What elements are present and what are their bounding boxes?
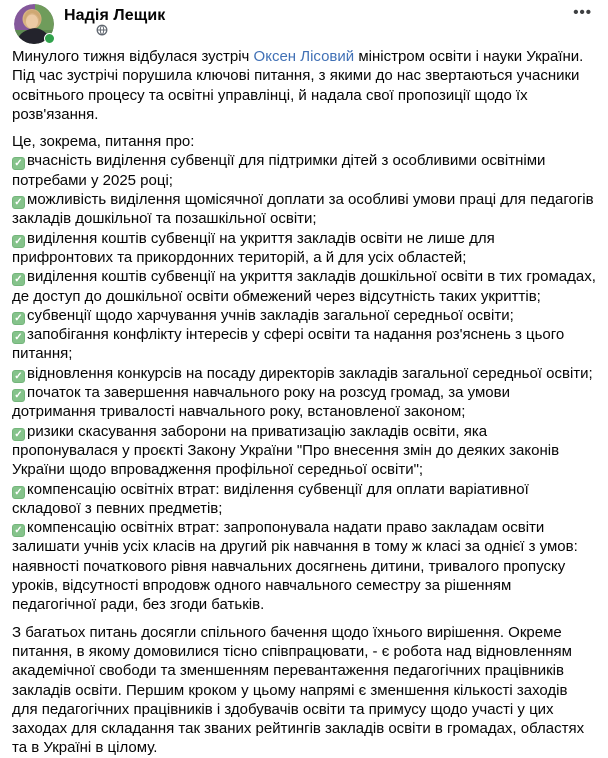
issues-list xyxy=(12,132,596,614)
list-item-text: компенсацію освітніх втрат: запропонувала надати право закладам освіти залишати учнів усіх класів на другий рік навчання в тому ж класі за однієї з умов: наявності початкового рівня навчальних досягнень дитини, тривалого пропуску уроків, відсутності впродовж одного навчального семестру за рішенням педагогічної ради, без згоди батьків. xyxy=(12,519,578,614)
post-content xyxy=(0,46,608,758)
intro-text-before: Минулого тижня відбулася зустріч xyxy=(12,48,254,65)
globe-icon xyxy=(96,24,108,36)
post-options-button[interactable] xyxy=(573,4,592,22)
list-item xyxy=(12,364,596,383)
mention-link[interactable]: Оксен Лісовий xyxy=(253,48,355,65)
intro-paragraph xyxy=(12,47,596,124)
profile-avatar[interactable] xyxy=(14,4,54,44)
check-icon: ✓ xyxy=(12,273,25,286)
list-item-text: субвенції щодо харчування учнів закладів загальної середньої освіти; xyxy=(27,306,514,324)
list-item xyxy=(12,306,596,325)
ellipsis-icon: ••• xyxy=(573,4,592,21)
intro-text-after: міністром освіти і науки України. Під час зустрічі порушила ключові питання, з якими до нас звертаються учасники освітнього процесу та освітні управлінці, й надала свої пропозиції щодо їх розв'язання. xyxy=(12,48,584,123)
list-item-text: початок та завершення навчального року на розсуд громад, за умови дотримання тривалості навчального року, встановленої законом; xyxy=(12,384,510,421)
list-item xyxy=(12,151,596,190)
author-name[interactable]: Надія Лещик xyxy=(64,7,166,24)
online-status-dot xyxy=(44,33,55,44)
check-icon: ✓ xyxy=(12,389,25,402)
list-item-text: ризики скасування заборони на приватизацію закладів освіти, яка пропонувалася у проєкті Закону України "Про внесення змін до деяких законів України щодо впровадження профільної середньої освіти"; xyxy=(12,422,560,479)
closing-paragraph: З багатьох питань досягли спільного бачення щодо їхнього вирішення. Окреме питання, в якому домовилися тісно співпрацювати, - є робота над відновленням академічної свободи та зменшенням перевантаження педагогічних працівників закладів освіти. Першим кроком у цьому напрямі є зменшення кількості заходів для педагогічних працівників і здобувачів освіти та примусу щодо участі у цих заходах для складання так званих рейтингів закладів освіти в громадах, областях та в Україні в цілому. xyxy=(12,623,585,757)
list-item-text: відновлення конкурсів на посаду директорів закладів загальної середньої освіти; xyxy=(27,364,593,382)
list-item-text: запобігання конфлікту інтересів у сфері освіти та надання роз'яснень з цього питання; xyxy=(12,326,565,363)
list-item xyxy=(12,422,596,480)
post-header xyxy=(0,0,608,46)
check-icon: ✓ xyxy=(12,196,25,209)
check-icon: ✓ xyxy=(12,312,25,325)
list-item-text: виділення коштів субвенції на укриття закладів освіти не лише для прифронтових та прикордонних територій, а й для усіх областей; xyxy=(12,229,495,266)
check-icon: ✓ xyxy=(12,486,25,499)
list-item-text: компенсацію освітніх втрат: виділення субвенції для оплати варіативної складової з певних предметів; xyxy=(12,480,529,517)
check-icon: ✓ xyxy=(12,370,25,383)
list-item-text: можливість виділення щомісячної доплати за особливі умови праці для педагогів закладів дошкільної та позашкільної освіти; xyxy=(12,191,594,228)
list-intro: Це, зокрема, питання про: xyxy=(12,133,195,151)
list-item-text: виділення коштів субвенції на укриття закладів дошкільної освіти в тих громадах, де доступ до дошкільної освіти обмежений через відсутність таких укриттів; xyxy=(12,268,596,305)
list-item xyxy=(12,267,596,306)
check-icon: ✓ xyxy=(12,157,25,170)
check-icon: ✓ xyxy=(12,331,25,344)
list-item xyxy=(12,480,596,519)
list-item xyxy=(12,229,596,268)
list-item xyxy=(12,325,596,364)
check-icon: ✓ xyxy=(12,524,25,537)
list-item xyxy=(12,518,596,614)
check-icon: ✓ xyxy=(12,235,25,248)
list-item xyxy=(12,190,596,229)
check-icon: ✓ xyxy=(12,428,25,441)
list-item-text: вчасність виділення субвенції для підтримки дітей з особливими освітніми потребами у 2025 році; xyxy=(12,152,546,189)
list-item xyxy=(12,383,596,422)
